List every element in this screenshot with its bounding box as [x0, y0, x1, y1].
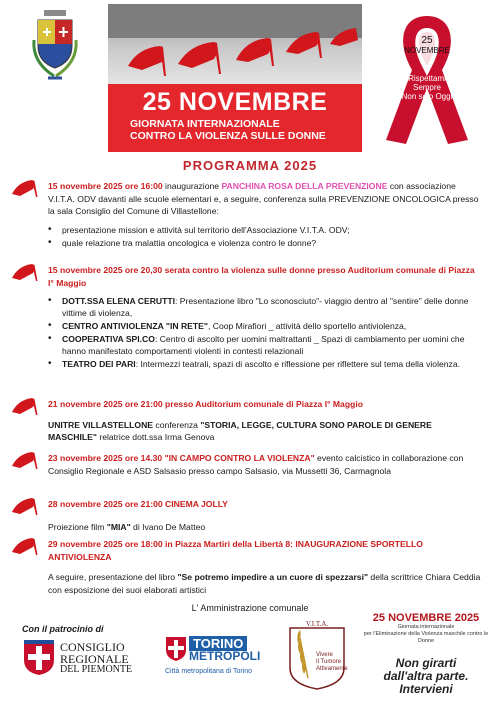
campaign-logo: 25 NOVEMBRE 2025 Giornata internazionale per l'Eliminazione della Violenza maschile contro le Donne Non girarti dall'altra parte. Intervieni [363, 612, 489, 696]
red-shoe-icon [10, 178, 40, 198]
torino-metropoli-logo: TORINO METROPOLI Città metropolitana di Torino [165, 636, 261, 675]
event-heading: 15 novembre 2025 ore 20,30 serata contro la violenza sulle donne presso Auditorium comunale di Piazza I° Maggio [48, 265, 475, 288]
event-date: 15 novembre 2025 ore 16:00 [48, 181, 163, 191]
red-shoe-icon [10, 262, 40, 282]
banner-subtitle-line1: GIORNATA INTERNAZIONALE [130, 118, 280, 130]
patrocinio-label: Con il patrocinio di [22, 624, 104, 634]
event-body: UNITRE VILLASTELLONE conferenza "STORIA, LEGGE, CULTURA SONO PAROLE DI GENERE MASCHILE" relatrice dott.ssa Irma Genova [48, 419, 432, 442]
list-item: • CENTRO ANTIVIOLENZA "IN RETE", Coop Mirafiori _ attività dello sportello antiviolenza, [48, 320, 482, 332]
programma-title: PROGRAMMA 2025 [182, 158, 318, 173]
event-heading: 28 novembre 2025 ore 21:00 CINEMA JOLLY [48, 499, 228, 509]
ribbon-date: 25 NOVEMBRE [404, 35, 450, 55]
piemonte-shield-icon [22, 640, 56, 676]
red-shoe-icon [10, 496, 40, 516]
svg-text:V.I.T.A.: V.I.T.A. [305, 620, 329, 628]
banner-subtitle [130, 118, 326, 142]
torino-shield-icon [165, 636, 187, 662]
ribbon-motto: Rispettami Sempre Non solo Oggi [401, 74, 453, 101]
event-text [48, 538, 482, 596]
banner-title: 25 NOVEMBRE [142, 88, 328, 116]
list-item: • quale relazione tra malattia oncologica e violenza contro le donne? [48, 237, 482, 249]
banner-photo-red-shoes [108, 4, 362, 84]
list-item: • DOTT.SSA ELENA CERUTTI: Presentazione libro "Lo sconosciuto"- viaggio dentro al "sentire" delle donne vittime di violenza, [48, 295, 482, 319]
list-item: • COOPERATIVA SPI.CO: Centro di ascolto per uomini maltrattanti _ Spazi di cambiamento per uomini che hanno manifestato comportamenti violenti in contesti relazionali [48, 333, 482, 357]
event-text: 23 novembre 2025 ore 14.30 "IN CAMPO CONTRO LA VIOLENZA" evento calcistico in collaborazione con Consiglio Regionale e ASD Salsasio presso campo Salsasio, via Mussetti 36, Carmagnola [48, 453, 464, 476]
event-text [48, 264, 482, 371]
red-shoe-icon [10, 396, 40, 416]
event-bullet-list [48, 224, 482, 249]
consiglio-regionale-logo: CONSIGLIO REGIONALE DEL PIEMONTE [22, 640, 142, 676]
event-banner [108, 4, 362, 152]
event-body: Proiezione film "MIA" di Ivano De Matteo [48, 521, 206, 532]
red-shoe-icon [10, 450, 40, 470]
event-text [48, 498, 482, 533]
event-heading: 29 novembre 2025 ore 18:00 in Piazza Martiri della Libertà 8: INAUGURAZIONE SPORTELLO ANTIVIOLENZA [48, 539, 423, 562]
event-body: A seguire, presentazione del libro "Se potremo impedire a un cuore di spezzarsi" della scrittrice Chiara Ceddia con esposizione dei suoi elaborati artistici [48, 572, 481, 595]
event-text: 15 novembre 2025 ore 16:00 inaugurazione PANCHINA ROSA DELLA PREVENZIONE con associazione V.I.T.A. ODV davanti alle scuole elementari e, a seguire, conferenza sulla PREVENZIONE ONCOLOGICA presso la sala Consiglio del Comune di Villastellone: • presentazione mission e attività sul territorio dell'Associazione V.I.T.A. ODV; • quale relazione tra malattia oncologica e violenza contro le donne? [48, 180, 482, 250]
admin-signature: L' Amministrazione comunale [191, 603, 309, 613]
event-highlight: PANCHINA ROSA DELLA PREVENZIONE [221, 181, 388, 191]
event-bullet-list [48, 295, 482, 370]
red-shoe-icon [10, 536, 40, 556]
event-heading: 21 novembre 2025 ore 21:00 presso Auditorium comunale di Piazza I° Maggio [48, 399, 363, 409]
banner-subtitle-line2: CONTRO LA VIOLENZA SULLE DONNE [130, 130, 326, 142]
municipal-crest-logo [30, 10, 80, 84]
event-date: 23 novembre 2025 ore 14.30 "IN CAMPO CONTRO LA VIOLENZA" [48, 453, 315, 463]
red-shoes-illustration [108, 4, 362, 84]
event-text [48, 398, 482, 444]
list-item: • TEATRO DEI PARI: Intermezzi teatrali, spazi di ascolto e riflessione per riflettere sul tema della violenza. [48, 358, 482, 370]
vita-association-logo: V.I.T.A. Vivere Il Tumore Attivamente [286, 618, 348, 690]
list-item: • presentazione mission e attività sul territorio dell'Associazione V.I.T.A. ODV; [48, 224, 482, 236]
